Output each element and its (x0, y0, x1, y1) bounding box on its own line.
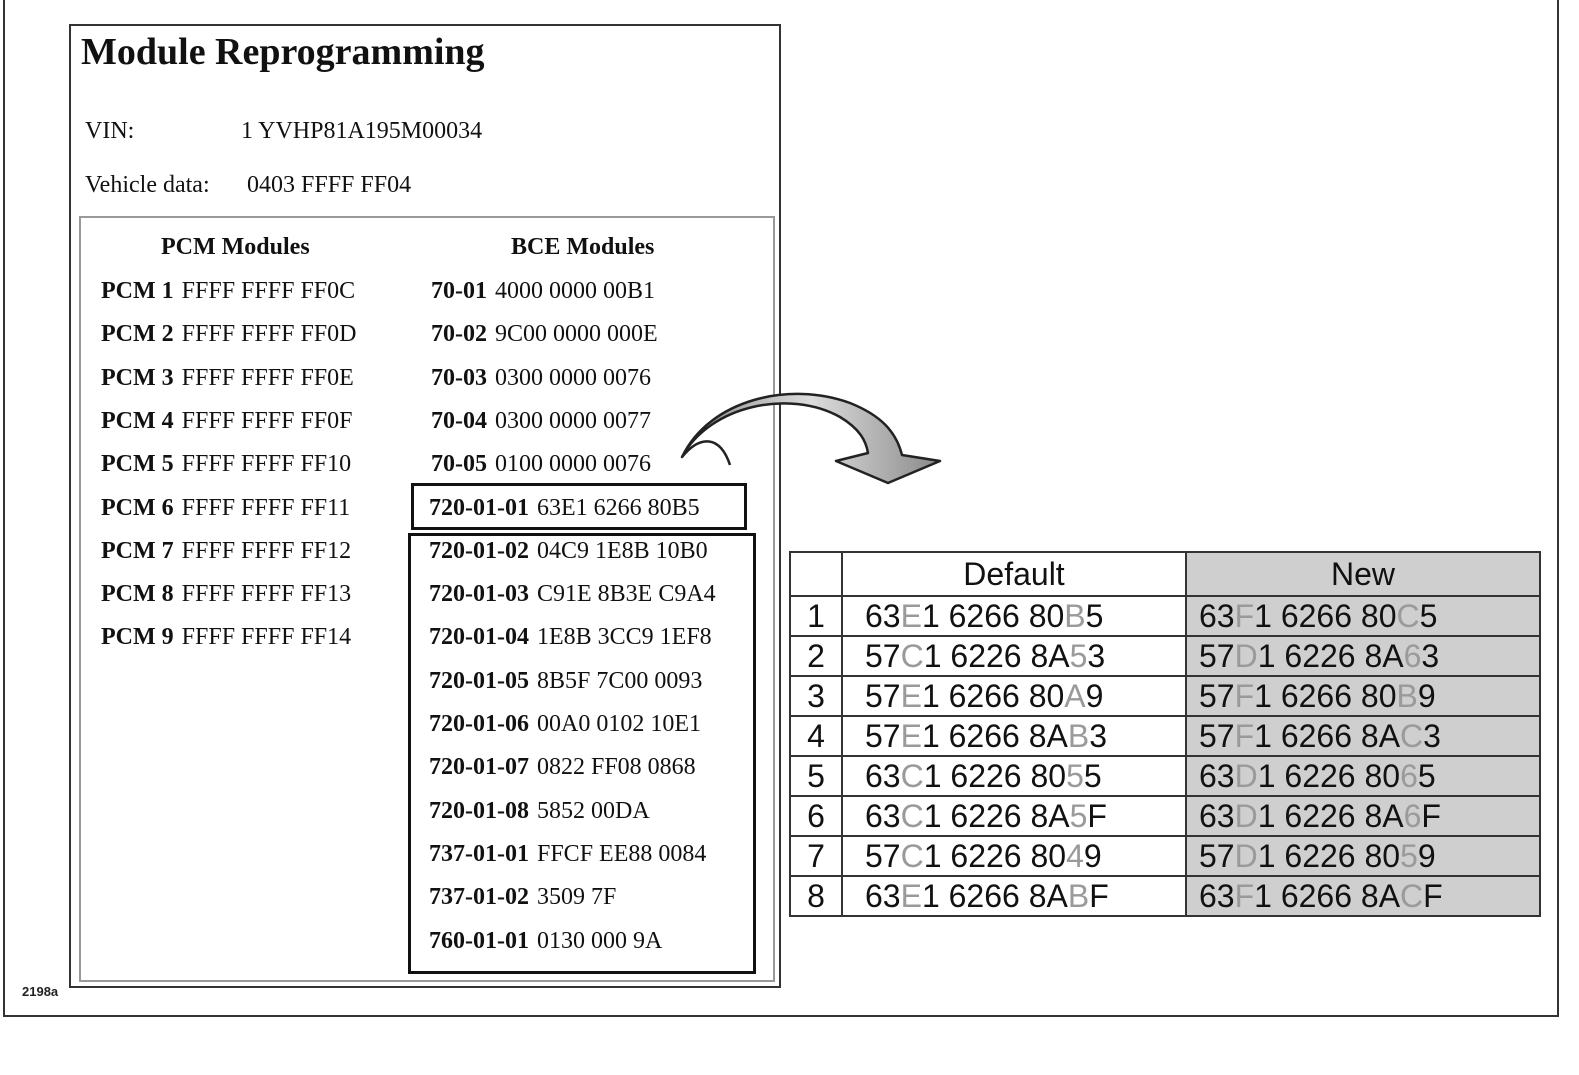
comparison-row (790, 836, 1540, 876)
module-group-box (408, 533, 756, 974)
comparison-default-cell: 63C1 6226 8A5F (842, 796, 1186, 836)
comparison-index-cell: 5 (790, 756, 842, 796)
comparison-default-cell: 57E1 6266 8AB3 (842, 716, 1186, 756)
pcm-module-row (101, 624, 351, 651)
pcm-module-value: FFFF FFFF FF14 (181, 624, 352, 650)
bce-module-id: 720-01-07 (429, 754, 529, 780)
bce-module-value: 0130 000 9A (536, 928, 663, 954)
pcm-module-id: PCM 1 (101, 278, 174, 304)
bce-module-row (431, 408, 651, 435)
comparison-index-cell: 7 (790, 836, 842, 876)
bce-module-id: 70-01 (431, 278, 487, 304)
bce-modules-heading: BCE Modules (511, 234, 655, 260)
comparison-index-cell: 8 (790, 876, 842, 916)
pcm-module-row (101, 581, 351, 608)
bce-module-value: 0822 FF08 0868 (536, 754, 696, 780)
curved-arrow-icon (670, 395, 960, 505)
bce-module-id: 720-01-05 (429, 668, 529, 694)
pcm-module-value: FFFF FFFF FF13 (181, 581, 352, 607)
comparison-default-cell: 57E1 6266 80A9 (842, 676, 1186, 716)
bce-module-value: 9C00 0000 000E (495, 321, 658, 347)
bce-module-id: 70-02 (431, 321, 487, 347)
comparison-row (790, 676, 1540, 716)
comparison-default-cell: 63E1 6266 80B5 (842, 596, 1186, 636)
pcm-module-row (101, 495, 350, 522)
pcm-module-row (101, 321, 356, 348)
bce-module-value: 3509 7F (536, 884, 617, 910)
comparison-new-cell: 63F1 6266 80C5 (1186, 596, 1540, 636)
pcm-module-row (101, 538, 351, 565)
pcm-module-value: FFFF FFFF FF0D (181, 321, 357, 347)
comparison-row (790, 636, 1540, 676)
bce-module-value: 0100 0000 0076 (495, 451, 651, 477)
bce-module-value: C91E 8B3E C9A4 (536, 581, 716, 607)
comparison-index-cell: 1 (790, 596, 842, 636)
bce-module-id: 737-01-02 (429, 884, 529, 910)
vin-value: 1 YVHP81A195M00034 (241, 118, 483, 144)
comparison-index-cell: 6 (790, 796, 842, 836)
comparison-default-cell: 57C1 6226 8A53 (842, 636, 1186, 676)
pcm-module-id: PCM 8 (101, 581, 174, 607)
bce-module-value: 1E8B 3CC9 1EF8 (536, 624, 712, 650)
pcm-module-row (101, 365, 354, 392)
comparison-row (790, 796, 1540, 836)
bce-module-id: 70-05 (431, 451, 487, 477)
pcm-module-value: FFFF FFFF FF0C (181, 278, 356, 304)
bce-module-row (431, 365, 651, 392)
comparison-new-cell: 63D1 6226 8065 (1186, 756, 1540, 796)
bce-module-value: 04C9 1E8B 10B0 (536, 538, 708, 564)
bce-module-id: 70-03 (431, 365, 487, 391)
comparison-default-cell: 57C1 6226 8049 (842, 836, 1186, 876)
comparison-new-cell: 63D1 6226 8A6F (1186, 796, 1540, 836)
pcm-module-id: PCM 4 (101, 408, 174, 434)
bce-module-row (431, 321, 658, 348)
pcm-module-value: FFFF FFFF FF0F (181, 408, 353, 434)
bce-module-row (431, 451, 651, 478)
bce-module-row (431, 278, 655, 305)
bce-module-value: FFCF EE88 0084 (536, 841, 707, 867)
comparison-row (790, 876, 1540, 916)
comparison-new-cell: 63F1 6266 8ACF (1186, 876, 1540, 916)
comparison-row (790, 716, 1540, 756)
pcm-module-id: PCM 9 (101, 624, 174, 650)
bce-module-value: 0300 0000 0077 (495, 408, 651, 434)
comparison-default-cell: 63C1 6226 8055 (842, 756, 1186, 796)
bce-module-value: 00A0 0102 10E1 (536, 711, 701, 737)
vehicle-data-label: Vehicle data: (85, 172, 210, 198)
pcm-module-row (101, 408, 352, 435)
comparison-row (790, 756, 1540, 796)
vin-label: VIN: (85, 118, 135, 144)
comparison-index-cell: 4 (790, 716, 842, 756)
bce-module-id: 720-01-08 (429, 798, 529, 824)
comparison-index-cell: 2 (790, 636, 842, 676)
pcm-module-row (101, 278, 355, 305)
pcm-module-value: FFFF FFFF FF11 (181, 495, 351, 521)
pcm-module-id: PCM 2 (101, 321, 174, 347)
comparison-index-cell: 3 (790, 676, 842, 716)
comparison-table (789, 551, 1541, 917)
bce-module-value: 4000 0000 00B1 (495, 278, 656, 304)
bce-module-id: 720-01-01 (429, 495, 529, 521)
panel-title: Module Reprogramming (81, 31, 485, 73)
bce-module-id: 70-04 (431, 408, 487, 434)
bce-module-id: 760-01-01 (429, 928, 529, 954)
new-header: New (1186, 552, 1540, 596)
vehicle-data-value: 0403 FFFF FF04 (247, 172, 412, 198)
pcm-module-row (101, 451, 351, 478)
bce-module-id: 737-01-01 (429, 841, 529, 867)
comparison-new-cell: 57D1 6226 8059 (1186, 836, 1540, 876)
bce-module-id: 720-01-06 (429, 711, 529, 737)
bce-module-id: 720-01-03 (429, 581, 529, 607)
index-header (790, 552, 842, 596)
pcm-module-value: FFFF FFFF FF12 (181, 538, 352, 564)
pcm-module-id: PCM 6 (101, 495, 174, 521)
bce-module-value: 63E1 6266 80B5 (536, 495, 700, 521)
pcm-module-value: FFFF FFFF FF10 (181, 451, 352, 477)
comparison-default-cell: 63E1 6266 8ABF (842, 876, 1186, 916)
default-header: Default (842, 552, 1186, 596)
pcm-module-id: PCM 7 (101, 538, 174, 564)
comparison-new-cell: 57D1 6226 8A63 (1186, 636, 1540, 676)
pcm-module-id: PCM 3 (101, 365, 174, 391)
pcm-module-id: PCM 5 (101, 451, 174, 477)
pcm-module-value: FFFF FFFF FF0E (181, 365, 354, 391)
comparison-header-row (790, 552, 1540, 596)
reference-code: 2198a (22, 984, 59, 999)
comparison-new-cell: 57F1 6266 80B9 (1186, 676, 1540, 716)
bce-module-value: 5852 00DA (536, 798, 650, 824)
bce-module-id: 720-01-02 (429, 538, 529, 564)
comparison-new-cell: 57F1 6266 8AC3 (1186, 716, 1540, 756)
bce-module-value: 0300 0000 0076 (495, 365, 651, 391)
comparison-row (790, 596, 1540, 636)
bce-module-value: 8B5F 7C00 0093 (536, 668, 703, 694)
bce-module-id: 720-01-04 (429, 624, 529, 650)
pcm-modules-heading: PCM Modules (161, 234, 310, 260)
